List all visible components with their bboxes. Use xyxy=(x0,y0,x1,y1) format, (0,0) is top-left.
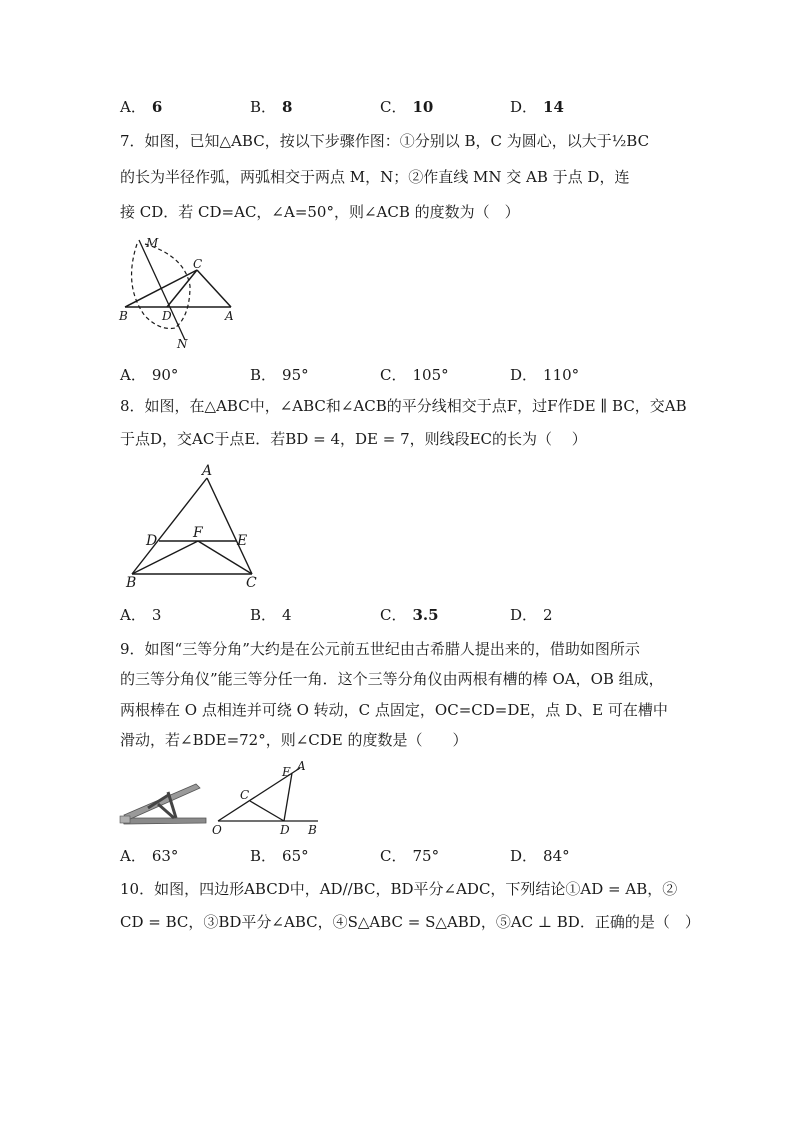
q6-options xyxy=(120,97,640,117)
q8-line-2: 于点D，交AC于点E．若BD = 4，DE = 7，则线段EC的长为（ ） xyxy=(120,430,587,448)
q9-option-a: A． 63° xyxy=(120,847,179,865)
q7-line-1: 7．如图，已知△ABC，按以下步骤作图：①分别以 B，C 为圆心，以大于½BC xyxy=(120,132,650,150)
q7-line-3: 接 CD．若 CD=AC，∠A=50°，则∠ACB 的度数为（ ） xyxy=(120,203,520,221)
q7-label-n: N xyxy=(177,337,188,351)
q8-label-b: B xyxy=(126,575,137,591)
q7-label-c: C xyxy=(193,257,203,271)
q8-options xyxy=(120,605,640,625)
q7-line-mn xyxy=(139,240,185,340)
q9-option-b: B． 65° xyxy=(250,847,309,865)
q8-line-1: 8．如图，在△ABC中，∠ABC和∠ACB的平分线相交于点F，过F作DE ∥ BC，交AB xyxy=(120,397,687,415)
q9-line-1: 9．如图“三等分角”大约是在公元前五世纪由古希腊人提出来的，借助如图所示 xyxy=(120,640,640,658)
q9-label-e: E xyxy=(282,765,291,779)
q7-label-m: M xyxy=(146,236,159,250)
q7-segment-bc xyxy=(125,270,197,307)
q6-option-a: A． 6 xyxy=(120,98,163,116)
q8-label-e: E xyxy=(237,533,248,549)
q9-option-d: D． 84° xyxy=(510,847,570,865)
q7-label-b: B xyxy=(119,309,128,323)
q8-option-d: D． 2 xyxy=(510,606,553,624)
q7-label-a: A xyxy=(225,309,234,323)
q8-label-f: F xyxy=(193,525,203,541)
q7-option-d: D． 110° xyxy=(510,366,580,384)
q9-segment-de xyxy=(284,773,292,821)
q9-options xyxy=(120,846,640,866)
q9-trisector-image xyxy=(118,768,208,830)
q7-label-d: D xyxy=(162,309,172,323)
q9-label-c: C xyxy=(240,788,250,802)
q9-segment-cd xyxy=(250,801,284,821)
q8-option-b: B． 4 xyxy=(250,606,292,624)
q8-label-d: D xyxy=(146,533,158,549)
q9-option-c: C． 75° xyxy=(380,847,440,865)
q10-line-2: CD = BC，③BD平分∠ABC，④S△ABC = S△ABD，⑤AC ⊥ BD．正确的是（ ） xyxy=(120,913,700,931)
q7-options xyxy=(120,365,640,385)
q9-figure xyxy=(210,758,325,838)
q6-option-c: C． 10 xyxy=(380,98,434,116)
q10-line-1: 10．如图，四边形ABCD中，AD//BC，BD平分∠ADC，下列结论①AD = AB，② xyxy=(120,880,678,898)
q9-label-d: D xyxy=(280,823,290,837)
q6-option-d: D． 14 xyxy=(510,98,564,116)
q7-figure xyxy=(115,236,245,351)
q8-segment-bf xyxy=(132,541,198,574)
q8-label-c: C xyxy=(246,575,257,591)
q8-label-a: A xyxy=(202,463,213,479)
q7-option-a: A． 90° xyxy=(120,366,179,384)
q9-line-3: 两根棒在 O 点相连并可绕 O 转动，C 点固定，OC=CD=DE，点 D、E 可在槽中 xyxy=(120,701,668,719)
q9-label-a: A xyxy=(297,759,306,773)
q7-segment-ca xyxy=(197,270,231,307)
q8-option-c: C． 3.5 xyxy=(380,606,439,624)
q7-segment-cd xyxy=(167,270,197,307)
q8-option-a: A． 3 xyxy=(120,606,162,624)
q9-label-b: B xyxy=(308,823,317,837)
q9-line-4: 滑动，若∠BDE=72°，则∠CDE 的度数是（ ） xyxy=(120,731,468,749)
q7-option-c: C． 105° xyxy=(380,366,449,384)
q9-line-2: 的三等分角仪”能三等分任一角．这个三等分角仪由两根有槽的棒 OA，OB 组成， xyxy=(120,670,664,688)
q9-label-o: O xyxy=(212,823,222,837)
q7-line-2: 的长为半径作弧，两弧相交于两点 M，N；②作直线 MN 交 AB 于点 D，连 xyxy=(120,168,630,186)
q7-option-b: B． 95° xyxy=(250,366,309,384)
q8-figure xyxy=(122,463,272,591)
q6-option-b: B． 8 xyxy=(250,98,293,116)
